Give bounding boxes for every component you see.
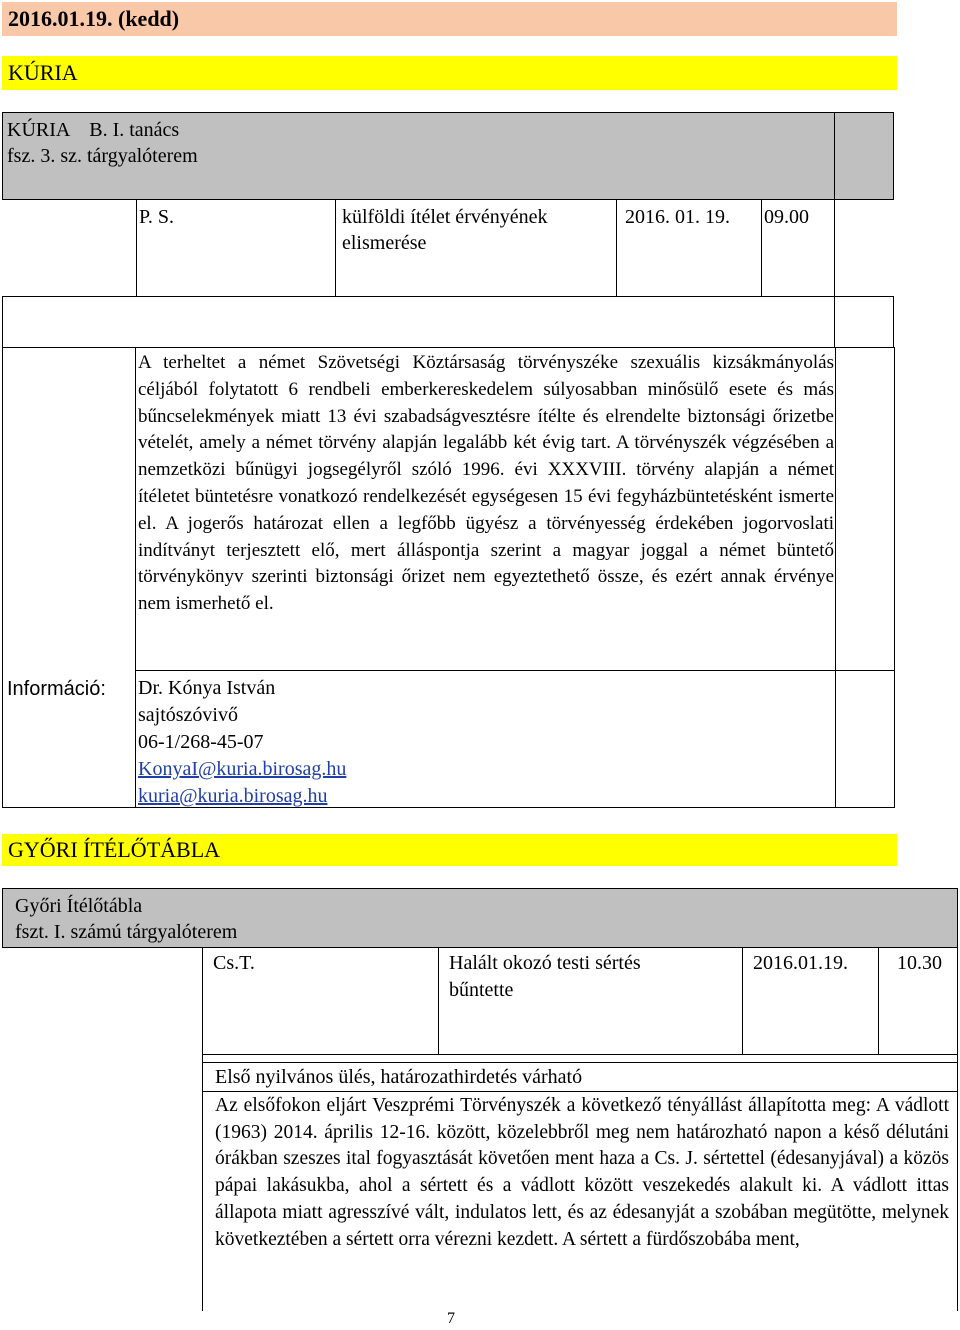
gyor-note: Első nyilvános ülés, határozathirdetés várható	[215, 1066, 583, 1088]
contact-phone: 06-1/268-45-07	[138, 731, 264, 753]
kuria-case-subject-cell	[335, 199, 617, 297]
kuria-case-party-cell	[136, 199, 336, 297]
kuria-room-line2: fsz. 3. sz. tárgyalóterem	[7, 145, 198, 167]
kuria-case-date: 2016. 01. 19.	[625, 206, 730, 228]
gyor-room-line1: Győri Ítélőtábla	[15, 895, 143, 917]
court-heading-gyor: GYŐRI ÍTÉLŐTÁBLA	[2, 834, 897, 866]
gyor-case-date: 2016.01.19.	[753, 952, 848, 974]
gyor-case-party-cell	[202, 947, 439, 1055]
gyor-room-line2: fszt. I. számú tárgyalóterem	[15, 921, 238, 943]
kuria-summary-side	[835, 347, 895, 671]
kuria-case-date-cell	[616, 199, 762, 297]
gyor-note-cell	[202, 1062, 958, 1092]
gyor-case-date-cell	[742, 947, 879, 1055]
kuria-blank-row-side	[834, 296, 894, 348]
gyor-case-subject: Halált okozó testi sértés bűntette	[449, 952, 641, 1001]
contact-email-1[interactable]: KonyaI@kuria.birosag.hu	[138, 758, 347, 780]
kuria-summary: A terheltet a német Szövetségi Köztársaság törvényszéke szexuális kizsákmányolás céljából folytatott 6 rendbeli emberkereskedelem súlyosabban minősülő esete és más bűncselekmények miatt 13 évi szabadságvesztésre ítélte és elrendelte biztonsági őrizetbe vételét, amely a német törvény alapján legalább két évig tart. A törvényszék végzésében a nemzetközi bűnügyi jogsegélyről szóló 1996. évi XXXVIII. törvény alapján a német ítéletet büntetésre vonatkozó rendelkezését egységesen 15 évi fegyházbüntetésként ismerte el. A jogerős határozat ellen a legfőbb ügyész a törvényesség érdekében jogorvoslati indítványt terjesztett elő, mert álláspontja szerint a magyar joggal a német büntető törvénykönyv szerinti biztonsági őrizet nem egyeztethető össze, és ezért annak érvénye nem ismerhető el.	[138, 352, 834, 615]
date-header: 2016.01.19. (kedd)	[2, 2, 897, 36]
info-label: Információ:	[7, 678, 106, 700]
kuria-case-time-cell	[761, 199, 835, 297]
gyor-summary: Az elsőfokon eljárt Veszprémi Törvényszék a következő tényállást állapította meg: A vádlott (1963) 2014. április 12-16. között, közelebbről meg nem határozható napon a késő délutáni órákban szeszes ital fogyasztását követően ment haza a Cs. J. sértettel (édesanyjával) a közös pápai lakásukba, ahol a sértett és a vádlott között veszekedés alakult ki. A vádlott ittas állapota miatt agresszívé vált, indulatos lett, és az édesanyját a szobában megütötte, melynek következtében a sértett orra vérezni kezdett. A sértett a fürdőszobába ment,	[215, 1095, 949, 1250]
kuria-info-label-cell	[2, 347, 136, 808]
page-number: 7	[447, 1310, 455, 1327]
kuria-room-header-side	[834, 112, 894, 200]
gyor-case-time-cell	[878, 947, 958, 1055]
gyor-case-subject-cell	[438, 947, 743, 1055]
kuria-contact-side	[835, 670, 895, 808]
contact-name: Dr. Kónya István	[138, 677, 276, 699]
kuria-case-time: 09.00	[764, 206, 809, 228]
contact-email-2[interactable]: kuria@kuria.birosag.hu	[138, 785, 328, 807]
kuria-contact-cell	[135, 670, 836, 808]
gyor-case-party: Cs.T.	[213, 952, 255, 974]
contact-role: sajtószóvivő	[138, 704, 238, 726]
gyor-summary-cell	[202, 1091, 958, 1311]
kuria-room-line1: KÚRIA B. I. tanács	[7, 119, 180, 141]
kuria-room-header	[2, 112, 835, 200]
kuria-summary-cell	[135, 347, 836, 671]
kuria-blank-row	[2, 296, 835, 348]
court-heading-kuria: KÚRIA	[2, 56, 897, 90]
gyor-case-time: 10.30	[897, 952, 942, 974]
kuria-case-subject: külföldi ítélet érvényének elismerése	[342, 206, 548, 254]
gyor-room-header	[2, 888, 958, 948]
kuria-case-party: P. S.	[139, 206, 175, 228]
